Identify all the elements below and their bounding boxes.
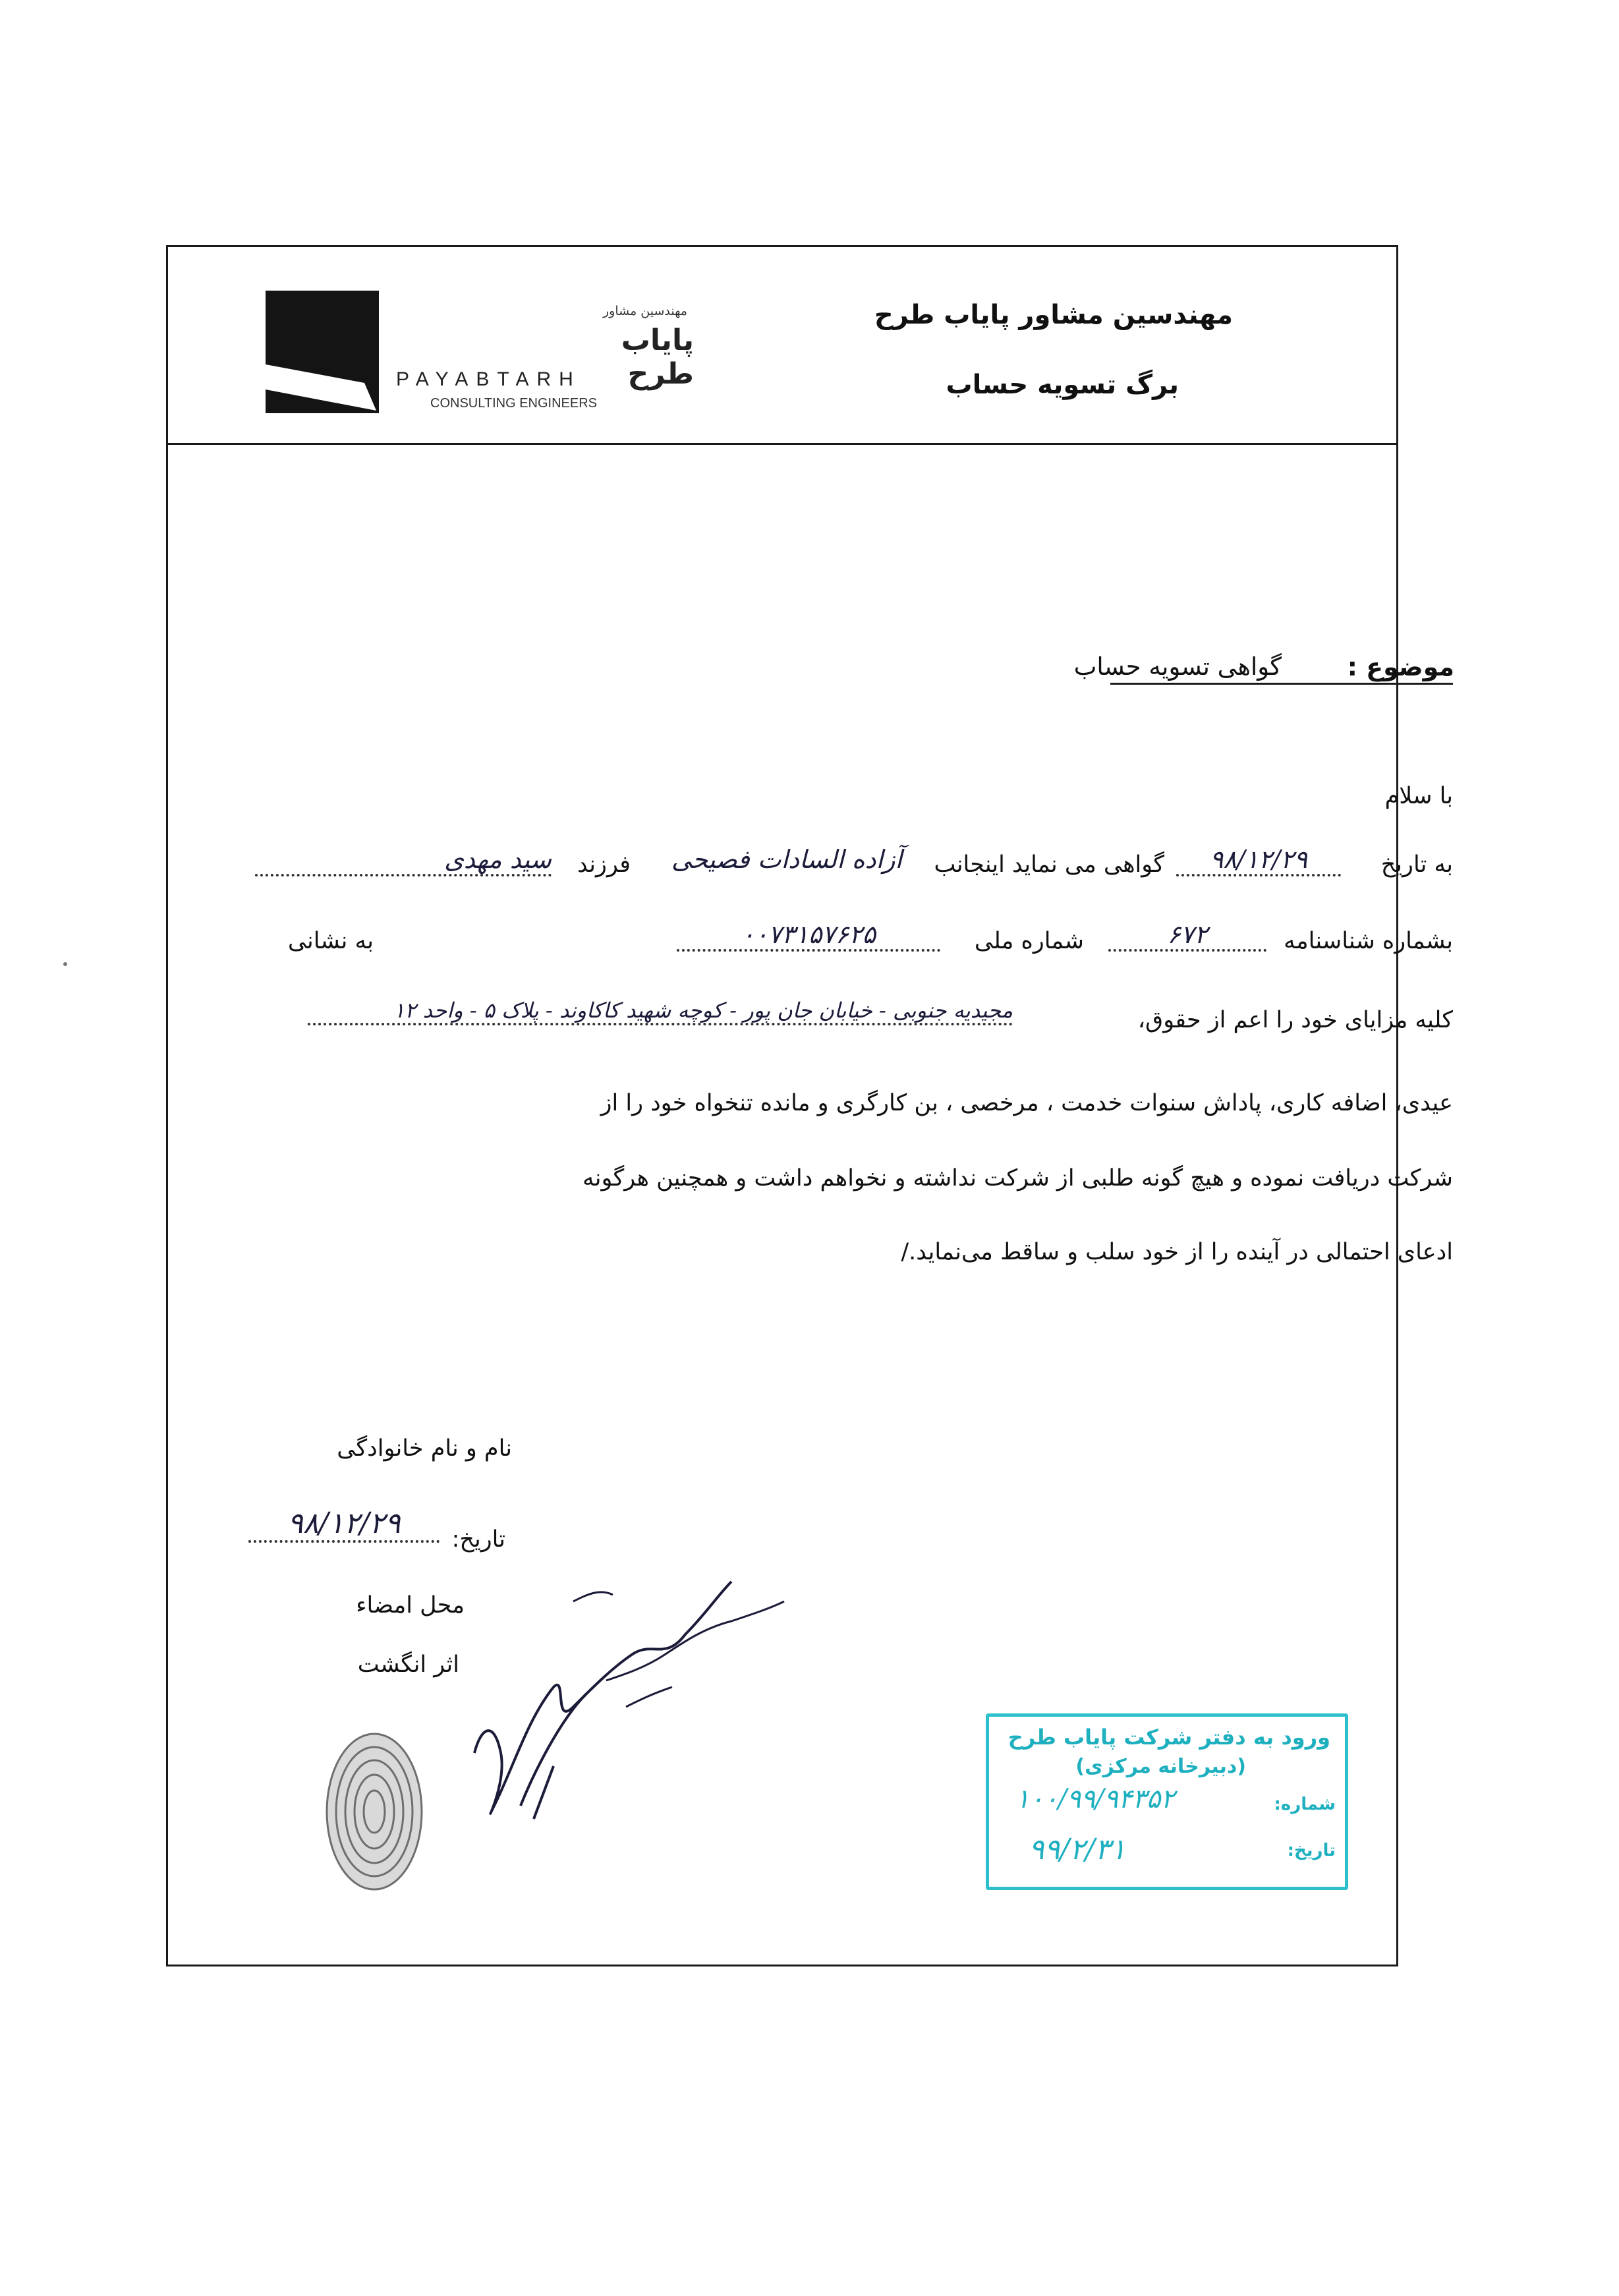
line2-national-label: شماره ملی	[974, 928, 1084, 954]
handwritten-date: ۹۸/۱۲/۲۹	[1176, 845, 1341, 876]
logo-english-sub: CONSULTING ENGINEERS	[430, 396, 597, 411]
receipt-stamp	[986, 1713, 1348, 1890]
subject-label: موضوع :	[1347, 652, 1454, 681]
logo-persian-small: مهندسین مشاور	[603, 304, 688, 318]
line2-address-label: به نشانی	[287, 928, 374, 954]
company-title: مهندسین مشاور پایاب طرح	[874, 300, 1233, 330]
logo-mark-icon	[266, 291, 379, 413]
stamp-title: ورود به دفتر شرکت پایاب طرح	[1008, 1725, 1330, 1750]
stamp-date-value: ۹۹/۲/۳۱	[1029, 1833, 1126, 1866]
greeting: با سلام	[1384, 783, 1453, 809]
handwritten-name: آزاده السادات فصیحی	[671, 845, 902, 874]
stamp-date-label: تاریخ:	[1287, 1841, 1336, 1860]
scan-speck	[63, 962, 67, 966]
body-line-4: عیدی، اضافه کاری، پاداش سنوات خدمت ، مرخصی ، بن کارگری و مانده تنخواه خود را از	[600, 1090, 1453, 1116]
company-logo	[266, 291, 694, 422]
logo-persian-name: پایاب طرح	[621, 324, 694, 391]
line1-certify-text: گواهی می نماید اینجانب	[934, 851, 1164, 878]
stamp-number-value: ۱۰۰/۹۹/۹۴۳۵۲	[1015, 1784, 1175, 1814]
signature-icon	[455, 1555, 797, 1845]
letterhead	[168, 247, 1396, 445]
line1-child-of: فرزند	[577, 851, 631, 878]
handwritten-id-number: ۶۷۲	[1108, 920, 1266, 952]
name-label: نام و نام خانوادگی	[337, 1435, 512, 1462]
body-line-6: ادعای احتمالی در آینده را از خود سلب و ساقط می‌نماید./	[901, 1239, 1453, 1265]
form-title: برگ تسویه حساب	[946, 370, 1179, 400]
signature-label: محل امضاء	[356, 1592, 465, 1619]
handwritten-address: مجیدیه جنوبی - خیابان جان پور - کوچه شهید کاکاوند - پلاک ۵ - واحد ۱۲	[308, 998, 1013, 1025]
stamp-subtitle: (دبیرخانه مرکزی)	[1075, 1755, 1246, 1778]
line2-id-label: بشماره شناسنامه	[1284, 928, 1453, 954]
handwritten-father-name: سید مهدی	[255, 845, 552, 876]
logo-english-name: PAYABTARH	[396, 368, 581, 390]
subject-value: گواهی تسویه حساب	[1073, 652, 1282, 681]
footer-handwritten-date: ۹۸/۱۲/۲۹	[248, 1507, 440, 1543]
handwritten-national-id: ۰۰۷۳۱۵۷۶۲۵	[677, 920, 940, 952]
fingerprint-label: اثر انگشت	[357, 1651, 459, 1678]
subject-underline	[1110, 683, 1453, 685]
footer-date-label: تاریخ:	[451, 1526, 505, 1553]
line1-date-label: به تاریخ	[1380, 851, 1453, 878]
line3-benefits-text: کلیه مزایای خود را اعم از حقوق،	[1137, 1007, 1453, 1033]
body-line-5: شرکت دریافت نموده و هیچ گونه طلبی از شرکت نداشته و نخواهم داشت و همچنین هرگونه	[582, 1165, 1453, 1191]
fingerprint-icon	[322, 1729, 427, 1894]
stamp-number-label: شماره:	[1274, 1794, 1336, 1814]
